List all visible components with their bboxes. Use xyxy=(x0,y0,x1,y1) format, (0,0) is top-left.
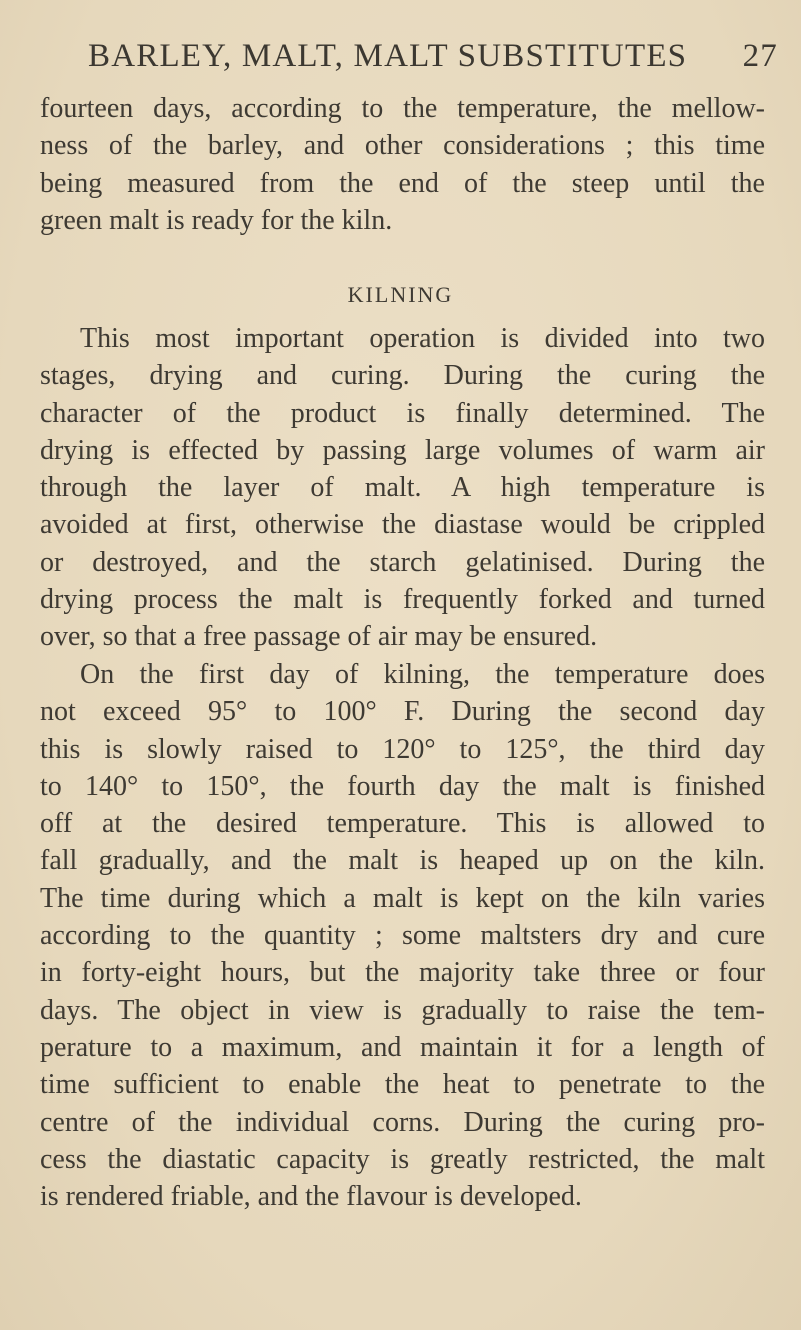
page-number: 27 xyxy=(742,38,778,74)
text-line: green malt is ready for the kiln. xyxy=(40,204,393,236)
text-line: ness of the barley, and other considerations ; this time xyxy=(40,130,765,162)
intro-paragraph xyxy=(40,90,765,239)
text-line: fourteen days, according to the temperature, the mellow- xyxy=(40,93,765,124)
text-line: On the first day of kilning, the temperature does xyxy=(80,659,765,690)
text-line: fall gradually, and the malt is heaped up on the kiln. xyxy=(40,845,765,877)
paragraph-kilning-stages xyxy=(40,320,765,656)
text-line: The time during which a malt is kept on the kiln varies xyxy=(40,882,765,914)
text-line: according to the quantity ; some maltsters dry and cure xyxy=(40,920,765,952)
text-line: is rendered friable, and the flavour is developed. xyxy=(40,1181,582,1213)
text-line: or destroyed, and the starch gelatinised. During the xyxy=(40,546,765,578)
text-line: time sufficient to enable the heat to penetrate to the xyxy=(40,1069,765,1101)
section-heading: KILNING xyxy=(347,282,454,307)
text-line: days. The object in view is gradually to raise the tem- xyxy=(40,994,765,1026)
text-line: over, so that a free passage of air may be ensured. xyxy=(40,621,598,653)
text-line: stages, drying and curing. During the curing the xyxy=(40,360,765,392)
running-head xyxy=(88,34,778,78)
text-line: to 140° to 150°, the fourth day the malt is finished xyxy=(40,770,765,802)
text-line: cess the diastatic capacity is greatly restricted, the malt xyxy=(40,1143,765,1175)
text-line: off at the desired temperature. This is allowed to xyxy=(40,808,765,840)
text-line: character of the product is finally determined. The xyxy=(40,397,765,429)
text-line: perature to a maximum, and maintain it for a length of xyxy=(40,1031,765,1063)
text-line: this is slowly raised to 120° to 125°, the third day xyxy=(40,733,765,765)
text-line: not exceed 95° to 100° F. During the second day xyxy=(40,696,765,728)
text-line: drying process the malt is frequently forked and turned xyxy=(40,584,765,616)
text-line: drying is effected by passing large volumes of warm air xyxy=(40,434,765,466)
text-line: centre of the individual corns. During the curing pro- xyxy=(40,1106,765,1138)
running-head-title: BARLEY, MALT, MALT SUBSTITUTES xyxy=(88,38,688,74)
text-line: through the layer of malt. A high temperature is xyxy=(40,472,765,504)
paragraph-kilning-temperatures xyxy=(40,656,765,1215)
text-line: avoided at first, otherwise the diastase would be crippled xyxy=(40,509,765,541)
text-line: in forty-eight hours, but the majority take three or four xyxy=(40,957,765,989)
text-line: This most important operation is divided into two xyxy=(80,323,765,354)
text-line: being measured from the end of the steep until the xyxy=(40,167,765,199)
